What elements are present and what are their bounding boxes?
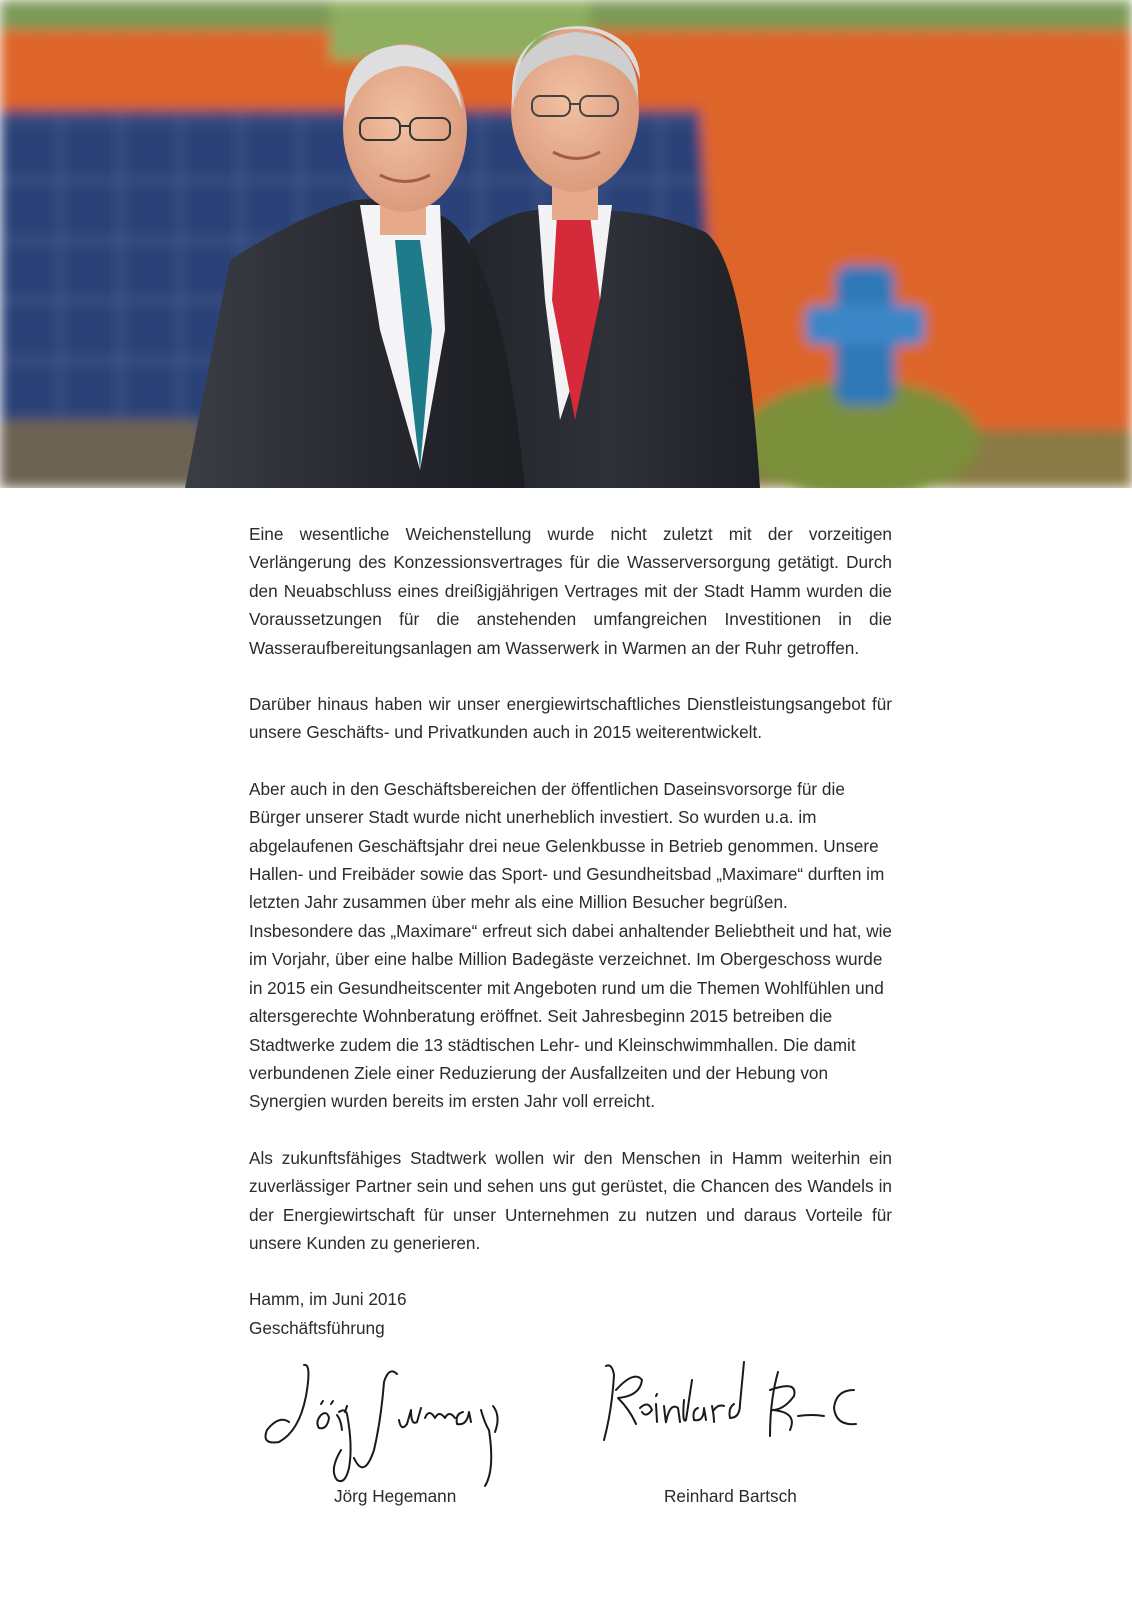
signature-hegemann (249, 1360, 549, 1490)
paragraph-services: Darüber hinaus haben wir unser energiewirtschaftliches Dienstleistungsangebot für unsere Geschäfts- und Privatkunden auch in 2015 weiterentwickelt. (249, 694, 892, 743)
signer-name-hegemann: Jörg Hegemann (334, 1486, 457, 1506)
letter-body (249, 520, 892, 1342)
hero-photo (0, 0, 1132, 488)
place-date: Hamm, im Juni 2016 (249, 1289, 407, 1310)
signature-bartsch (594, 1360, 894, 1490)
paragraph-outlook: Als zukunftsfähiges Stadtwerk wollen wir den Menschen in Hamm weiterhin ein zuverlässiger Partner sein und sehen uns gut gerüstet, die Chancen des Wandels in der Energiewirtschaft für unser Unternehmen zu nutzen und daraus Vorteile für unsere Kunden zu generieren. (249, 1147, 892, 1253)
closing-block (249, 1285, 892, 1342)
signer-name-bartsch: Reinhard Bartsch (664, 1486, 797, 1506)
paragraph-public-services: Aber auch in den Geschäftsbereichen der öffentlichen Daseinsvorsorge für die Bürger unserer Stadt wurde nicht unerheblich investiert. So wurden u.a. im abgelaufenen Geschäftsjahr drei neue Gelenkbusse in Betrieb genommen. Unsere Hallen- und Freibäder sowie das Sport- und Gesundheitsbad „Maximare“ durften im letzten Jahr zusammen über mehr als eine Million Besucher begrüßen. Insbesondere das „Maximare“ erfreut sich dabei anhaltender Beliebtheit und hat, wie im Vorjahr, über eine halbe Million Badegäste verzeichnet. Im Obergeschoss wurde in 2015 ein Gesundheitscenter mit Angeboten rund um die Themen Wohlfühlen und altersgerechte Wohnberatung eröffnet. Seit Jahresbeginn 2015 betreiben die Stadtwerke zudem die 13 städtischen Lehr- und Kleinschwimmhallen. Die damit verbundenen Ziele einer Reduzierung der Ausfallzeiten und der Hebung von Synergien wurden bereits im ersten Jahr voll erreicht. (249, 778, 892, 1112)
paragraph-concession: Eine wesentliche Weichenstellung wurde nicht zuletzt mit der vorzeitigen Verlängerung des Konzessionsvertrages für die Wasserversorgung getätigt. Durch den Neuabschluss eines dreißigjährigen Vertrages mit der Stadt Hamm wurden die Voraussetzungen für die anstehenden umfangreichen Investitionen in die Wasseraufbereitungsanlagen am Wasserwerk in Warmen an der Ruhr getroffen. (249, 524, 892, 658)
hero-illustration (0, 0, 1132, 488)
signoff: Geschäftsführung (249, 1317, 385, 1338)
